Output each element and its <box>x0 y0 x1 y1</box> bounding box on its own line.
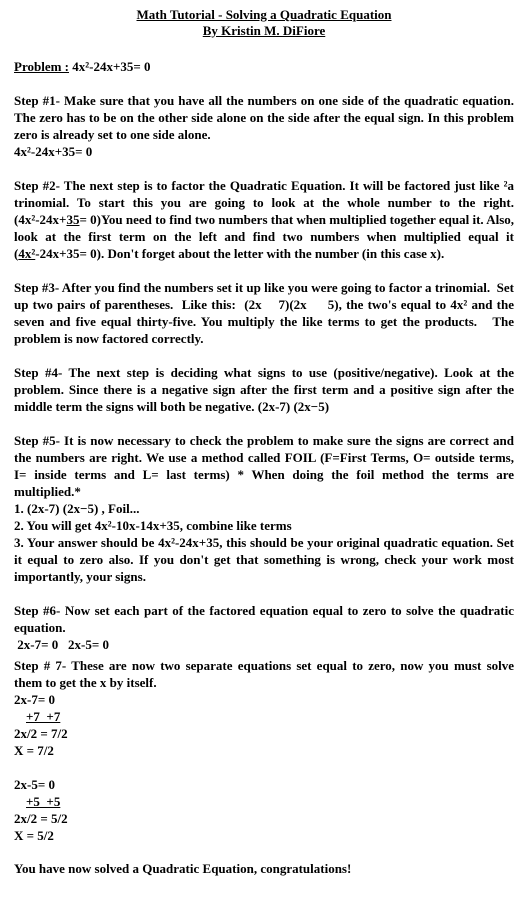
step-6 <box>14 602 514 653</box>
step-5-label: Step #5- <box>14 433 60 448</box>
step-5 <box>14 432 514 585</box>
step-2-underlined-35: 35 <box>66 212 80 227</box>
step-7-work-2 <box>14 776 514 844</box>
step-4-label: Step #4- <box>14 365 63 380</box>
problem-label: Problem : <box>14 59 69 74</box>
step-5-list-item: 3. Your answer should be 4x²-24x+35, this should be your original quadratic equation. Set it equal to zero also. If you don't get that something is wrong, check your work most importantly, your signs. <box>14 535 514 584</box>
step-7-work-1 <box>14 691 514 759</box>
step-3-text: After you find the numbers set it up like you were going to factor a trinomial. Set up two pairs of parentheses. Like this: (2x 7)(2x 5), the two's equal to 4x² and the seven and five equal thirty-five. You multiply the like terms to get the products. The problem is now factored correctly. <box>14 280 518 346</box>
work-line: +7 +7 <box>26 709 61 724</box>
step-4 <box>14 364 514 415</box>
step-1-equation: 4x²-24x+35= 0 <box>14 144 93 159</box>
step-2 <box>14 177 514 262</box>
work-line: X = 5/2 <box>14 828 54 843</box>
step-6-text: Now set each part of the factored equation equal to zero to solve the quadratic equation. <box>14 603 515 635</box>
step-5-text: It is now necessary to check the problem to make sure the signs are correct and the numbers are right. We use a method called FOIL (F=First Terms, O= outside terms, I= inside terms and L= last terms) * When doing the foil method the terms are multiplied.* <box>14 433 515 499</box>
step-1-text: Make sure that you have all the numbers on one side of the quadratic equation. The zero has to be on the other side alone on the side after the equal sign. In this problem zero is already set to one side alone. <box>14 93 515 142</box>
step-7-label: Step # 7- <box>14 658 67 673</box>
step-2-underlined-4x2: 4x² <box>18 246 36 261</box>
step-2-label: Step #2- <box>14 178 60 193</box>
step-1-label: Step #1- <box>14 93 60 108</box>
step-5-list-item: 1. (2x-7) (2x−5) , Foil... <box>14 501 140 516</box>
document-author: By Kristin M. DiFiore <box>202 23 326 38</box>
problem-line <box>14 58 514 75</box>
document <box>14 7 518 877</box>
step-7-text: These are now two separate equations set equal to zero, now you must solve them to get the x by itself. <box>14 658 515 690</box>
step-6-equations: 2x-7= 0 2x-5= 0 <box>14 637 109 652</box>
step-3-label: Step #3- <box>14 280 60 295</box>
step-5-list-item: 2. You will get 4x²-10x-14x+35, combine like terms <box>14 518 292 533</box>
work-line: +5 +5 <box>26 794 61 809</box>
step-1 <box>14 92 514 160</box>
work-line: 2x/2 = 5/2 <box>14 811 68 826</box>
work-line: 2x-5= 0 <box>14 777 55 792</box>
step-2-text-a: The next step is to factor the Quadratic Equation. It will be factored just like ²a trinomial. To start this you are going to look at the whole number to the right. (4x²-24x+ <box>14 178 515 227</box>
step-4-text: The next step is deciding what signs to use (positive/negative). Look at the problem. Since there is a negative sign after the first term and a positive sign after the middle term the signs will both be negative. (2x-7) (2x−5) <box>14 365 515 414</box>
step-6-label: Step #6- <box>14 603 61 618</box>
work-line: 2x-7= 0 <box>14 692 55 707</box>
work-line: X = 7/2 <box>14 743 54 758</box>
step-3 <box>14 279 518 347</box>
work-line: 2x/2 = 7/2 <box>14 726 68 741</box>
problem-equation: 4x²-24x+35= 0 <box>72 59 151 74</box>
step-2-text-b: = 0)You need to find two numbers that when multiplied together equal it. Also, look at the first term on the left and find two numbers when multiplied equal it ( <box>14 212 514 261</box>
step-7 <box>14 657 514 844</box>
document-title: Math Tutorial - Solving a Quadratic Equation <box>136 7 392 22</box>
conclusion: You have now solved a Quadratic Equation, congratulations! <box>14 861 352 876</box>
step-2-text-c: -24x+35= 0). Don't forget about the letter with the number (in this case x). <box>35 246 445 261</box>
